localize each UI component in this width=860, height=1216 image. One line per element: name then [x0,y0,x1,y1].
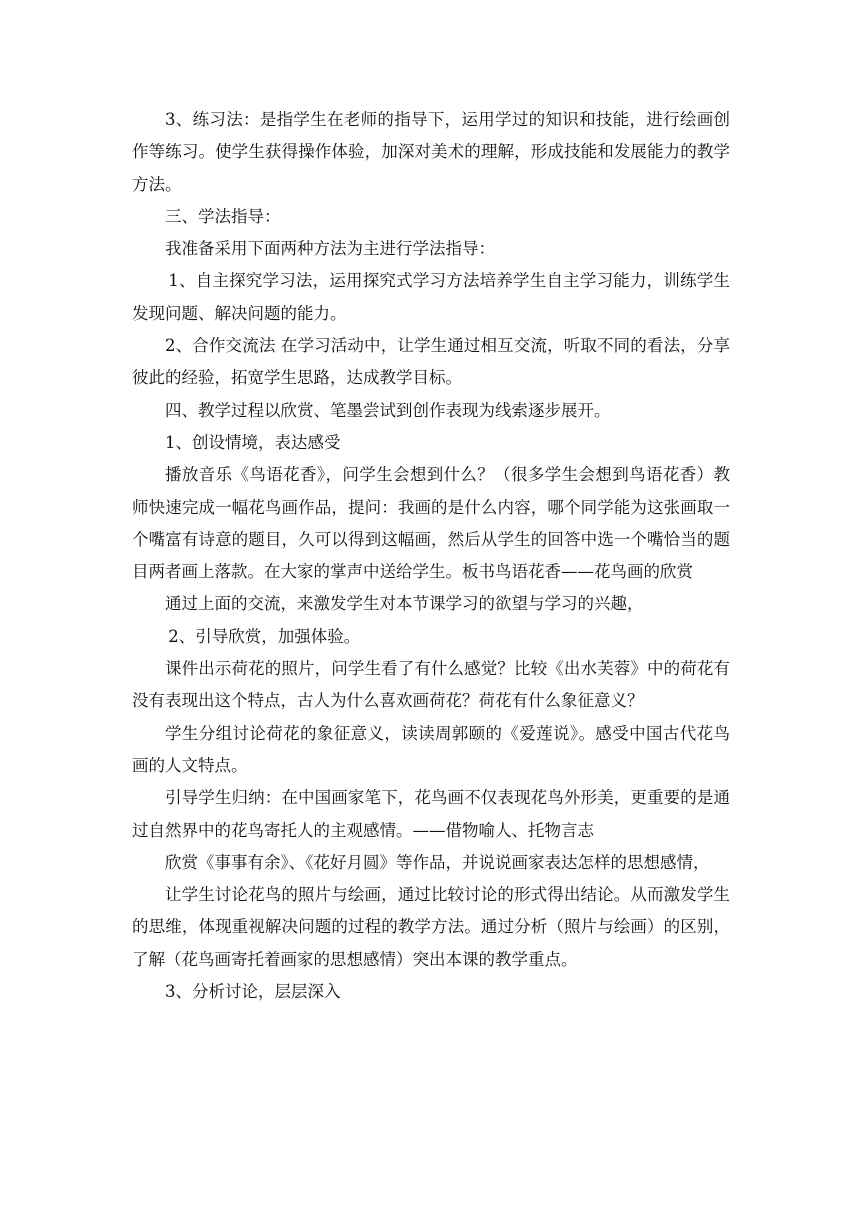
subheading-create-scene: 1、创设情境，表达感受 [165,432,341,452]
heading-study-guidance: 三、学法指导： [165,206,281,226]
paragraph-lotus-photo: 课件出示荷花的照片，问学生看了有什么感觉？比较《出水芙蓉》中的荷花有没有表现出这个特点，古人为什么喜欢画荷花？荷花有什么象征意义？ [132,659,730,711]
paragraph-self-inquiry: 1、自主探究学习法，运用探究式学习方法培养学生自主学习能力，训练学生发现问题、解决问题的能力。 [132,271,730,323]
paragraph-appreciate-works: 欣赏《事事有余》、《花好月圆》等作品，并说说画家表达怎样的思想感情， [165,852,710,872]
paragraph-group-discussion: 学生分组讨论荷花的象征意义，读读周郭颐的《爱莲说》。感受中国古代花鸟画的人文特点。 [132,723,730,775]
subheading-guided-appreciation: 2、引导欣赏，加强体验。 [168,626,361,646]
paragraph-play-music: 播放音乐《鸟语花香》，问学生会想到什么？（很多学生会想到鸟语花香）教师快速完成一幅花鸟画作品，提问：我画的是什么内容，哪个同学能为这张画取一个嘴富有诗意的题目，久可以得到这幅画，然后从学生的回答中选一个嘴恰当的题目两者画上落款。在大家的掌声中送给学生。板书鸟语花香——花鸟画的欣赏 [132,465,730,582]
paragraph-compare-photo-painting: 让学生讨论花鸟的照片与绘画，通过比较讨论的形式得出结论。从而激发学生的思维，体现重视解决问题的过程的教学方法。通过分析（照片与绘画）的区别，了解（花鸟画寄托着画家的思想感情）突出本课的教学重点。 [132,885,730,969]
heading-teaching-process: 四、教学过程以欣赏、笔墨尝试到创作表现为线索逐步展开。 [165,400,611,420]
subheading-analysis-discussion: 3、分析讨论，层层深入 [165,982,341,1002]
paragraph-cooperative-exchange: 2、合作交流法 在学习活动中，让学生通过相互交流，听取不同的看法，分享彼此的经验，拓宽学生思路，达成教学目标。 [132,336,730,388]
paragraph-guide-summary: 引导学生归纳：在中国画家笔下，花鸟画不仅表现花鸟外形美，更重要的是通过自然界中的花鸟寄托人的主观感情。——借物喻人、托物言志 [132,788,730,840]
document-body [132,104,730,1008]
paragraph-exchange-motivation: 通过上面的交流，来激发学生对本节课学习的欲望与学习的兴趣， [165,594,644,614]
paragraph-practice-method: 3、练习法：是指学生在老师的指导下，运用学过的知识和技能，进行绘画创作等练习。使学生获得操作体验，加深对美术的理解，形成技能和发展能力的教学方法。 [132,110,730,194]
paragraph-study-guidance-intro: 我准备采用下面两种方法为主进行学法指导： [165,239,495,259]
